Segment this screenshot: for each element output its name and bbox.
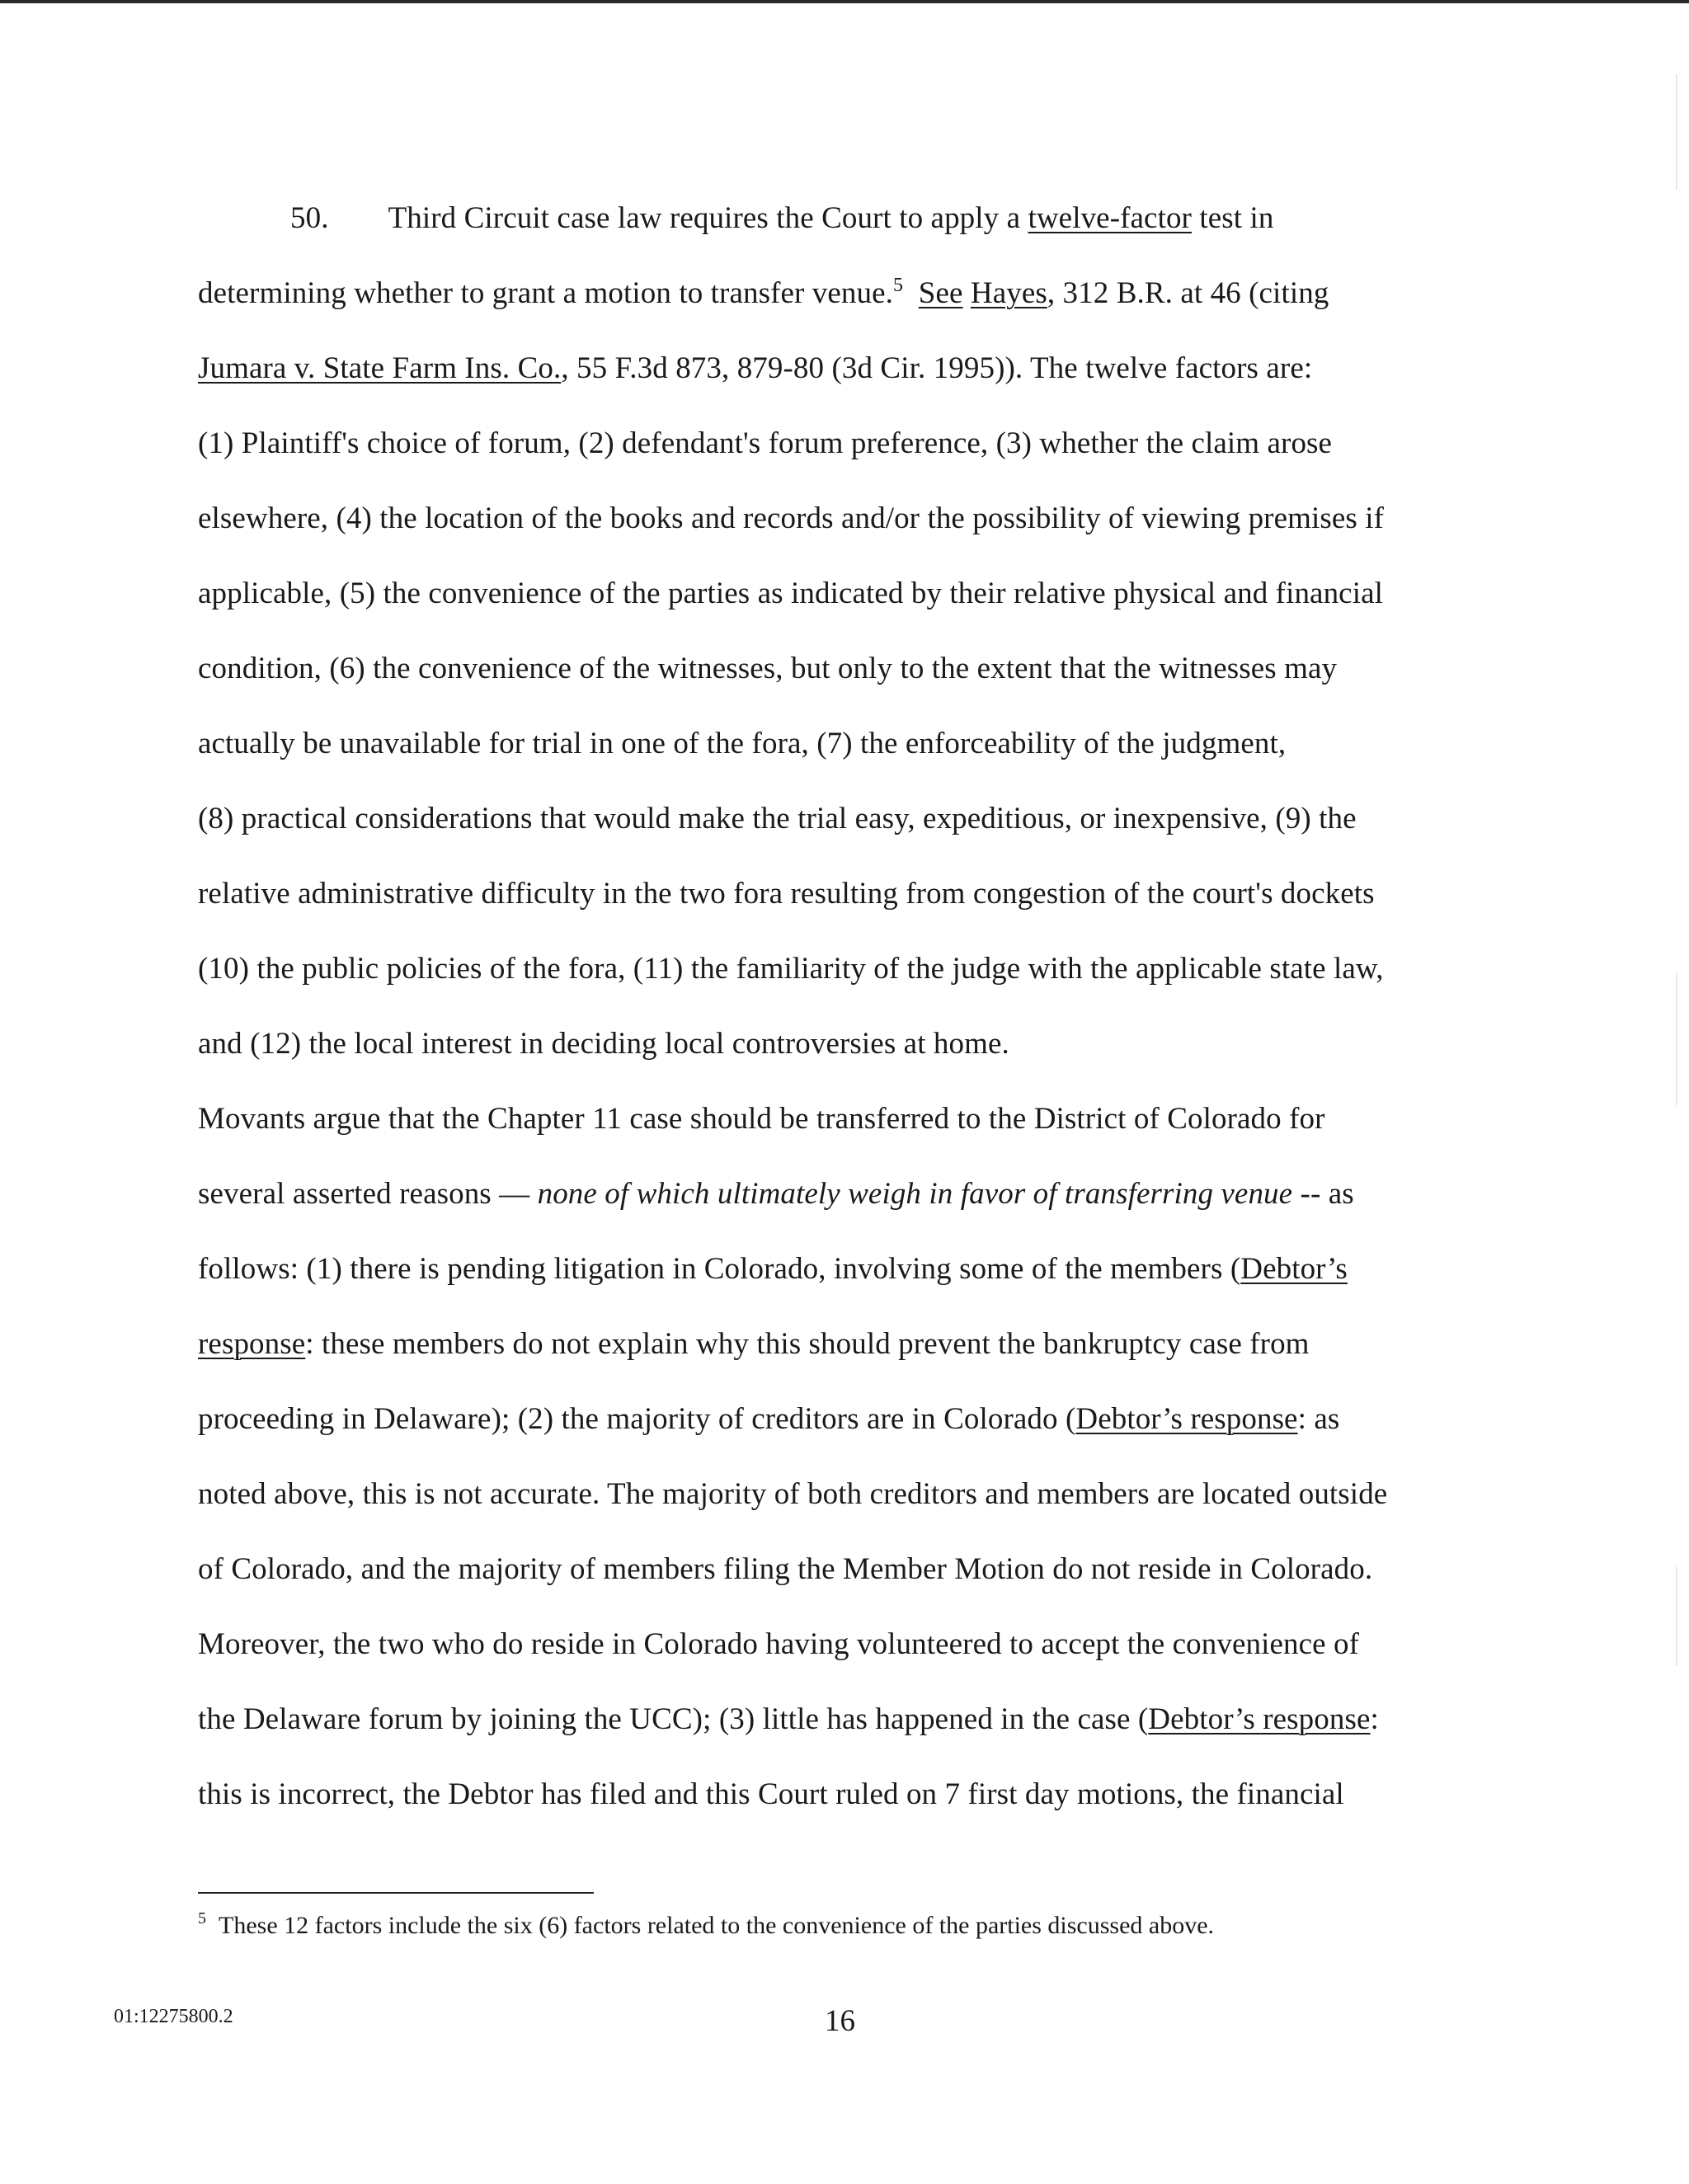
paragraph-line: determining whether to grant a motion to transfer venue.$^5$ See Hayes, 312 B.R. at 46 (citing [198,275,1329,310]
footnote [198,1910,1214,1942]
debtors-response-label: Debtor’s response [1148,1702,1371,1736]
footnote-text: These 12 factors include the six (6) factors related to the convenience of the parties discussed above. [219,1912,1215,1939]
paragraph-line: relative administrative difficulty in the two fora resulting from congestion of the court's dockets [198,877,1375,911]
paragraph-line: response: these members do not explain why this should prevent the bankruptcy case from [198,1327,1310,1361]
paragraph-line: condition, (6) the convenience of the witnesses, but only to the extent that the witnesses may [198,652,1338,685]
case-citation-hayes: Hayes [970,276,1047,310]
paragraph-line: (10) the public policies of the fora, (11) the familiarity of the judge with the applicable state law, [198,952,1384,986]
paragraph-line: follows: (1) there is pending litigation in Colorado, involving some of the members (Debtor’s [198,1252,1348,1286]
paragraph-line: noted above, this is not accurate. The majority of both creditors and members are located outside [198,1477,1388,1511]
scan-artifact [1676,74,1677,190]
paragraph-number: 50. [290,201,329,235]
paragraph-line: applicable, (5) the convenience of the parties as indicated by their relative physical and financial [198,577,1383,610]
paragraph-line: Jumara v. State Farm Ins. Co., 55 F.3d 873, 879-80 (3d Cir. 1995)). The twelve factors are: [198,351,1313,385]
paragraph-line: and (12) the local interest in deciding local controversies at home. [198,1027,1009,1061]
debtors-response-label: response [198,1327,306,1361]
page-number: 16 [825,2004,855,2038]
document-id: 01:12275800.2 [114,2006,233,2027]
paragraph-line: Movants argue that the Chapter 11 case should be transferred to the District of Colorado for [198,1102,1325,1136]
footnote-reference: 5 [892,275,904,296]
paragraph-line: elsewhere, (4) the location of the books and records and/or the possibility of viewing premises if [198,501,1385,535]
paragraph-line: actually be unavailable for trial in one of the fora, (7) the enforceability of the judgment, [198,727,1287,760]
emphasis-twelve-factor: twelve-factor [1028,201,1192,235]
top-border [0,0,1689,3]
debtors-response-label: Debtor’s response [1075,1402,1298,1436]
paragraph-line: this is incorrect, the Debtor has filed and this Court ruled on 7 first day motions, the financial [198,1777,1344,1811]
signal-see: See [918,276,963,310]
case-citation-jumara: Jumara v. State Farm Ins. Co. [198,351,562,385]
paragraph-line: 50. Third Circuit case law requires the Court to apply a twelve-factor test in [290,201,1274,235]
paragraph-line: (8) practical considerations that would make the trial easy, expeditious, or inexpensive, (9) the [198,802,1357,835]
paragraph-line: (1) Plaintiff's choice of forum, (2) defendant's forum preference, (3) whether the claim arose [198,426,1333,460]
debtors-response-label: Debtor’s [1240,1252,1348,1286]
paragraph-line: of Colorado, and the majority of members filing the Member Motion do not reside in Colorado. [198,1552,1373,1586]
paragraph-line: Moreover, the two who do reside in Colorado having volunteered to accept the convenience of [198,1627,1360,1661]
scan-artifact [1676,1567,1677,1666]
scan-artifact [1676,973,1677,1105]
italic-emphasis: none of which ultimately weigh in favor of transferring venue [537,1177,1293,1211]
footnote-separator [198,1892,594,1894]
paragraph-line: proceeding in Delaware); (2) the majority of creditors are in Colorado (Debtor’s response: as [198,1402,1340,1436]
paragraph-line: several asserted reasons — none of which ultimately weigh in favor of transferring venue -- as [198,1177,1354,1211]
footnote-marker: 5 [198,1909,206,1927]
paragraph-line: the Delaware forum by joining the UCC); (3) little has happened in the case (Debtor’s response: [198,1702,1379,1736]
